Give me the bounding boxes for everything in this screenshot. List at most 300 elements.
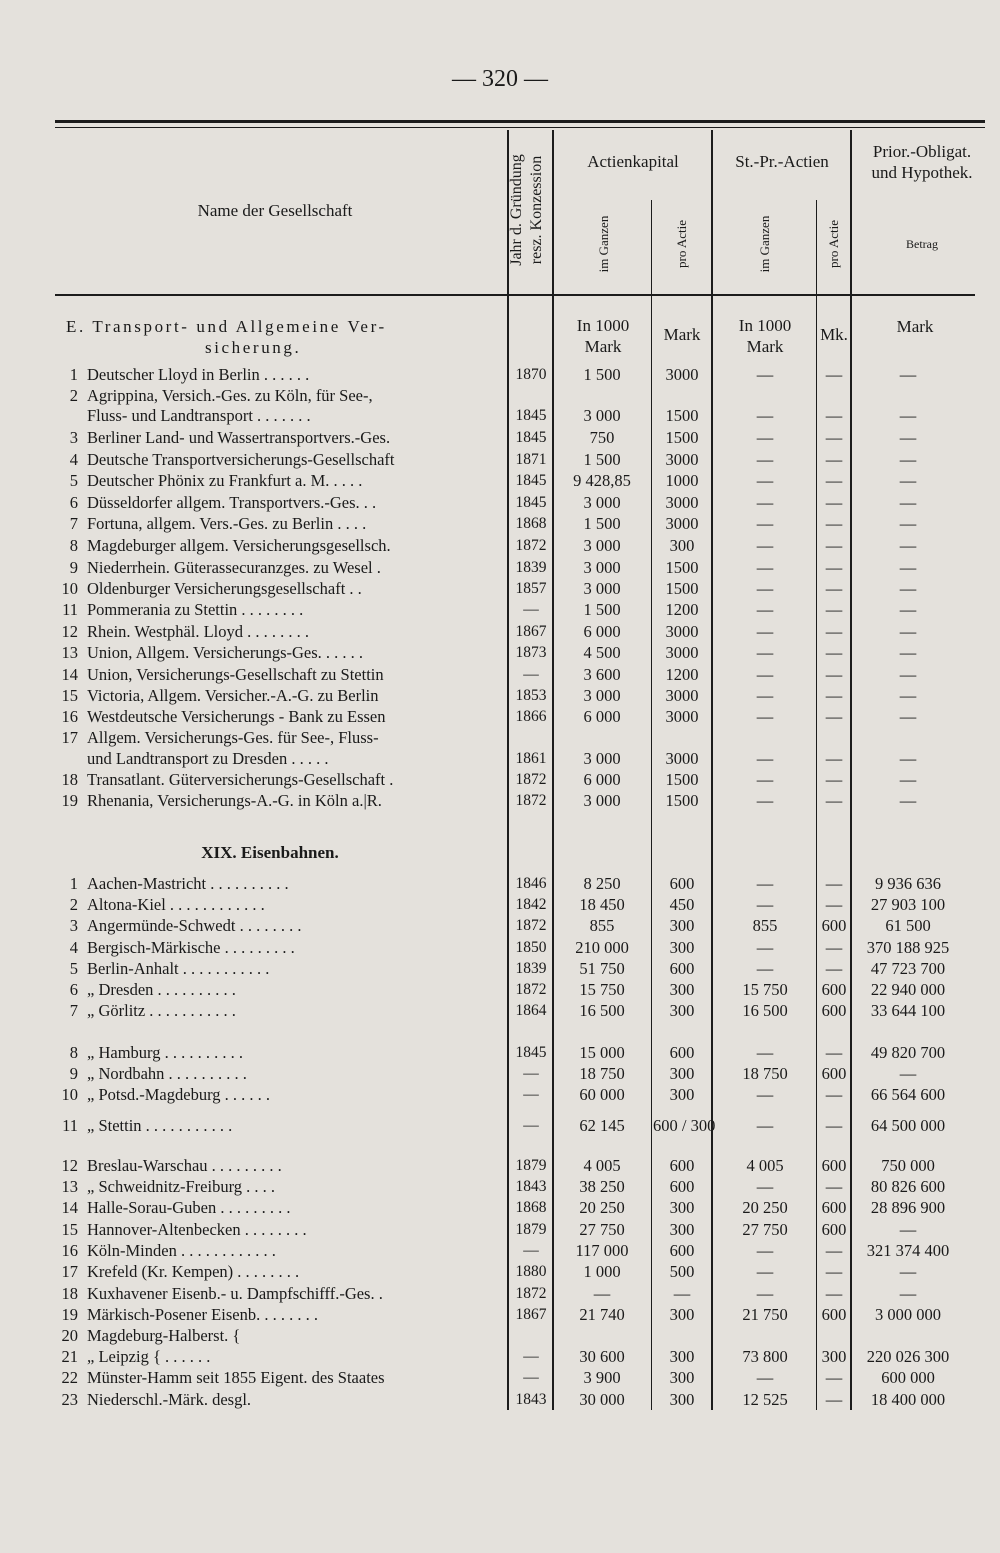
cell-name: „ Leipzig { . . . . . . bbox=[87, 1347, 211, 1366]
cell-n: 15 bbox=[61, 1220, 78, 1239]
cell-pa: 300 bbox=[669, 1064, 695, 1083]
table-row bbox=[0, 748, 1000, 769]
cell-pa: 500 bbox=[669, 1262, 695, 1281]
cell-sp: — bbox=[825, 1262, 843, 1281]
cell-n: 3 bbox=[69, 428, 78, 447]
cell-name: Berlin-Anhalt . . . . . . . . . . . bbox=[87, 959, 270, 978]
cell-name: Deutscher Lloyd in Berlin . . . . . . bbox=[87, 365, 310, 384]
cell-st: — bbox=[756, 895, 774, 914]
cell-pr: — bbox=[899, 406, 917, 425]
cell-st: 12 525 bbox=[742, 1390, 788, 1409]
cell-sp: — bbox=[825, 959, 843, 978]
cell-ak: 30 000 bbox=[579, 1390, 625, 1409]
cell-ak: 3 900 bbox=[583, 1368, 621, 1387]
cell-pr: 64 500 000 bbox=[870, 1116, 946, 1135]
cell-sp: — bbox=[825, 938, 843, 957]
cell-pr: 80 826 600 bbox=[870, 1177, 946, 1196]
cell-st: 20 250 bbox=[742, 1198, 788, 1217]
table-row bbox=[0, 1325, 1000, 1346]
table-row bbox=[0, 1197, 1000, 1218]
cell-n: 19 bbox=[61, 791, 78, 810]
cell-pa: 600 bbox=[669, 1156, 695, 1175]
cell-n: 6 bbox=[69, 493, 78, 512]
table-row bbox=[0, 937, 1000, 958]
header-st-pr-actien: St.-Pr.-Actien bbox=[735, 152, 829, 171]
cell-pr: 600 000 bbox=[881, 1368, 935, 1387]
cell-n: 13 bbox=[61, 643, 78, 662]
table-row bbox=[0, 894, 1000, 915]
header-ak-im-ganzen: im Ganzen bbox=[596, 215, 611, 273]
cell-name: Agrippina, Versich.-Ges. zu Köln, für See-, bbox=[87, 386, 373, 405]
cell-n: 15 bbox=[61, 686, 78, 705]
table-row bbox=[0, 1389, 1000, 1410]
cell-pa: 3000 bbox=[665, 686, 699, 705]
cell-n: 9 bbox=[69, 558, 78, 577]
cell-pr: 3 000 000 bbox=[875, 1305, 941, 1324]
cell-st: 18 750 bbox=[742, 1064, 788, 1083]
cell-pr: — bbox=[899, 536, 917, 555]
table-row bbox=[0, 1000, 1000, 1021]
cell-name: „ Nordbahn . . . . . . . . . . bbox=[87, 1064, 247, 1083]
top-rule-thick bbox=[55, 120, 985, 123]
table-row bbox=[0, 405, 1000, 426]
cell-name: „ Potsd.-Magdeburg . . . . . . bbox=[87, 1085, 271, 1104]
cell-st: — bbox=[756, 1116, 774, 1135]
cell-sp: — bbox=[825, 791, 843, 810]
cell-ak: 15 000 bbox=[579, 1043, 625, 1062]
cell-yr: 1845 bbox=[515, 1044, 547, 1061]
cell-name: „ Hamburg . . . . . . . . . . bbox=[87, 1043, 243, 1062]
cell-ak: 20 250 bbox=[579, 1198, 625, 1217]
cell-pr: — bbox=[899, 749, 917, 768]
cell-pa: — bbox=[673, 1284, 691, 1303]
cell-n: 7 bbox=[69, 514, 78, 533]
table-row bbox=[0, 1261, 1000, 1282]
cell-sp: 300 bbox=[821, 1347, 847, 1366]
cell-pr: — bbox=[899, 514, 917, 533]
cell-sp: 600 bbox=[821, 1220, 847, 1239]
cell-pa: 3000 bbox=[665, 643, 699, 662]
cell-pa: 300 bbox=[669, 1198, 695, 1217]
cell-name: Victoria, Allgem. Versicher.-A.-G. zu Berlin bbox=[87, 686, 379, 705]
cell-sp: — bbox=[825, 665, 843, 684]
cell-yr: 1866 bbox=[515, 708, 547, 725]
cell-name: Köln-Minden . . . . . . . . . . . . bbox=[87, 1241, 276, 1260]
cell-st: 4 005 bbox=[746, 1156, 784, 1175]
cell-pr: 750 000 bbox=[881, 1156, 935, 1175]
header-jahr-line2: resz. Konzession bbox=[528, 155, 545, 265]
cell-st: 855 bbox=[752, 916, 778, 935]
cell-yr: 1843 bbox=[515, 1391, 547, 1408]
cell-n: 17 bbox=[61, 1262, 78, 1281]
cell-yr: — bbox=[523, 1242, 539, 1259]
table-row bbox=[0, 578, 1000, 599]
cell-pr: — bbox=[899, 450, 917, 469]
cell-n: 12 bbox=[61, 622, 78, 641]
cell-pa: 600 bbox=[669, 874, 695, 893]
table-row bbox=[0, 979, 1000, 1000]
cell-pa: 3000 bbox=[665, 749, 699, 768]
cell-pr: — bbox=[899, 1262, 917, 1281]
cell-sp: — bbox=[825, 1241, 843, 1260]
cell-st: — bbox=[756, 1368, 774, 1387]
cell-name: Altona-Kiel . . . . . . . . . . . . bbox=[87, 895, 265, 914]
table-row bbox=[0, 664, 1000, 685]
cell-n: 4 bbox=[69, 450, 78, 469]
cell-ak: 4 005 bbox=[583, 1156, 621, 1175]
cell-yr: — bbox=[523, 1348, 539, 1365]
cell-st: — bbox=[756, 665, 774, 684]
cell-sp: — bbox=[825, 1043, 843, 1062]
cell-n: 8 bbox=[69, 536, 78, 555]
cell-pr: — bbox=[899, 643, 917, 662]
cell-n: 13 bbox=[61, 1177, 78, 1196]
cell-pr: — bbox=[899, 1284, 917, 1303]
top-rule-thin bbox=[55, 127, 985, 128]
cell-pr: — bbox=[899, 579, 917, 598]
cell-pa: 300 bbox=[669, 536, 695, 555]
cell-yr: 1867 bbox=[515, 1306, 547, 1323]
cell-st: 21 750 bbox=[742, 1305, 788, 1324]
cell-yr: 1861 bbox=[515, 750, 547, 767]
cell-name: Niederrhein. Güterassecuranzges. zu Wesel . bbox=[87, 558, 381, 577]
cell-st: — bbox=[756, 643, 774, 662]
cell-n: 14 bbox=[61, 1198, 78, 1217]
cell-pa: 300 bbox=[669, 1368, 695, 1387]
cell-pr: 370 188 925 bbox=[866, 938, 950, 957]
cell-pa: 300 bbox=[669, 1220, 695, 1239]
cell-name: Union, Allgem. Versicherungs-Ges. . . . . . bbox=[87, 643, 364, 662]
cell-name: Magdeburger allgem. Versicherungsgesellsch. bbox=[87, 536, 391, 555]
cell-yr: 1872 bbox=[515, 537, 547, 554]
cell-name: Berliner Land- und Wassertransportvers.-Ges. bbox=[87, 428, 391, 447]
cell-pr: 22 940 000 bbox=[870, 980, 946, 999]
cell-ak: 1 500 bbox=[583, 600, 621, 619]
cell-sp: — bbox=[825, 895, 843, 914]
cell-st: — bbox=[756, 1241, 774, 1260]
cell-yr: 1868 bbox=[515, 1199, 547, 1216]
table-row bbox=[0, 427, 1000, 448]
table-row bbox=[0, 642, 1000, 663]
cell-name: Rhenania, Versicherungs-A.-G. in Köln a.|R. bbox=[87, 791, 382, 810]
cell-pr: — bbox=[899, 1064, 917, 1083]
cell-ak: 18 450 bbox=[579, 895, 625, 914]
cell-n: 22 bbox=[61, 1368, 78, 1387]
cell-st: — bbox=[756, 938, 774, 957]
cell-st: — bbox=[756, 471, 774, 490]
cell-sp: — bbox=[825, 1085, 843, 1104]
cell-name: Rhein. Westphäl. Lloyd . . . . . . . . bbox=[87, 622, 310, 641]
cell-ak: 30 600 bbox=[579, 1347, 625, 1366]
cell-yr: 1839 bbox=[515, 960, 547, 977]
cell-ak: 15 750 bbox=[579, 980, 625, 999]
cell-st: — bbox=[756, 514, 774, 533]
cell-sp: — bbox=[825, 514, 843, 533]
table-row bbox=[0, 492, 1000, 513]
cell-pa: 600 bbox=[669, 1177, 695, 1196]
cell-n: 6 bbox=[69, 980, 78, 999]
cell-ak: 1 000 bbox=[583, 1262, 621, 1281]
cell-sp: 600 bbox=[821, 1064, 847, 1083]
cell-yr: 1857 bbox=[515, 580, 547, 597]
cell-st: — bbox=[756, 365, 774, 384]
cell-n: 18 bbox=[61, 1284, 78, 1303]
section-e-title-2: sicherung. bbox=[205, 338, 302, 357]
cell-pr: — bbox=[899, 471, 917, 490]
cell-st: — bbox=[756, 600, 774, 619]
cell-yr: 1846 bbox=[515, 875, 547, 892]
cell-pa: 300 bbox=[669, 1390, 695, 1409]
cell-ak: 3 000 bbox=[583, 493, 621, 512]
header-name: Name der Gesellschaft bbox=[197, 201, 353, 220]
cell-ak: 18 750 bbox=[579, 1064, 625, 1083]
cell-pr: 61 500 bbox=[885, 916, 931, 935]
cell-ak: 6 000 bbox=[583, 770, 621, 789]
table-row bbox=[0, 790, 1000, 811]
table-row bbox=[0, 727, 1000, 748]
cell-sp: — bbox=[825, 643, 843, 662]
cell-pa: 1500 bbox=[665, 791, 699, 810]
cell-name: Union, Versicherungs-Gesellschaft zu Stettin bbox=[87, 665, 384, 684]
cell-n: 7 bbox=[69, 1001, 78, 1020]
cell-name: Deutsche Transportversicherungs-Gesellschaft bbox=[87, 450, 395, 469]
cell-yr: — bbox=[523, 1369, 539, 1386]
table-row bbox=[0, 958, 1000, 979]
cell-pr: — bbox=[899, 686, 917, 705]
header-betrag: Betrag bbox=[906, 237, 938, 251]
cell-st: — bbox=[756, 493, 774, 512]
table-row bbox=[0, 1346, 1000, 1367]
header-actienkapital: Actienkapital bbox=[587, 152, 679, 171]
cell-name: Märkisch-Posener Eisenb. . . . . . . . bbox=[87, 1305, 318, 1324]
cell-sp: — bbox=[825, 471, 843, 490]
cell-st: 16 500 bbox=[742, 1001, 788, 1020]
table-row bbox=[0, 449, 1000, 470]
table-row bbox=[0, 470, 1000, 491]
table-row bbox=[0, 769, 1000, 790]
cell-yr: 1864 bbox=[515, 1002, 547, 1019]
cell-ak: 3 000 bbox=[583, 406, 621, 425]
cell-yr: 1872 bbox=[515, 981, 547, 998]
cell-pr: 28 896 900 bbox=[870, 1198, 946, 1217]
cell-st: — bbox=[756, 874, 774, 893]
cell-n: 23 bbox=[61, 1390, 78, 1409]
cell-ak: — bbox=[593, 1284, 611, 1303]
cell-yr: — bbox=[523, 1117, 539, 1134]
cell-st: — bbox=[756, 1284, 774, 1303]
cell-sp: — bbox=[825, 428, 843, 447]
table-row bbox=[0, 599, 1000, 620]
cell-name: Düsseldorfer allgem. Transportvers.-Ges. . . bbox=[87, 493, 377, 512]
cell-yr: 1872 bbox=[515, 1285, 547, 1302]
cell-pr: 49 820 700 bbox=[870, 1043, 946, 1062]
cell-name: „ Schweidnitz-Freiburg . . . . bbox=[87, 1177, 276, 1196]
cell-yr: 1842 bbox=[515, 896, 547, 913]
cell-pa: 600 / 300 bbox=[653, 1116, 716, 1135]
cell-sp: — bbox=[825, 406, 843, 425]
cell-sp: — bbox=[825, 1368, 843, 1387]
cell-pa: 3000 bbox=[665, 365, 699, 384]
cell-name: Bergisch-Märkische . . . . . . . . . bbox=[87, 938, 295, 957]
cell-name: Fluss- und Landtransport . . . . . . . bbox=[87, 406, 311, 425]
cell-n: 10 bbox=[61, 579, 78, 598]
cell-n: 1 bbox=[69, 874, 78, 893]
cell-name: Magdeburg-Halberst. { bbox=[87, 1326, 241, 1345]
table-row bbox=[0, 621, 1000, 642]
cell-name: Angermünde-Schwedt . . . . . . . . bbox=[87, 916, 302, 935]
cell-ak: 3 000 bbox=[583, 558, 621, 577]
cell-st: — bbox=[756, 428, 774, 447]
cell-pr: — bbox=[899, 707, 917, 726]
cell-n: 18 bbox=[61, 770, 78, 789]
cell-ak: 16 500 bbox=[579, 1001, 625, 1020]
table-row bbox=[0, 1084, 1000, 1105]
cell-n: 5 bbox=[69, 959, 78, 978]
cell-ak: 38 250 bbox=[579, 1177, 625, 1196]
table-row bbox=[0, 1240, 1000, 1261]
table-row bbox=[0, 1304, 1000, 1325]
section-xix-title: XIX. Eisenbahnen. bbox=[201, 843, 339, 862]
cell-st: — bbox=[756, 791, 774, 810]
page-number: — 320 — bbox=[452, 66, 548, 92]
cell-yr: 1872 bbox=[515, 792, 547, 809]
cell-n: 4 bbox=[69, 938, 78, 957]
cell-st: 73 800 bbox=[742, 1347, 788, 1366]
cell-ak: 210 000 bbox=[575, 938, 629, 957]
cell-ak: 62 145 bbox=[579, 1116, 625, 1135]
table-row bbox=[0, 1283, 1000, 1304]
cell-ak: 3 000 bbox=[583, 686, 621, 705]
table-row bbox=[0, 873, 1000, 894]
cell-sp: 600 bbox=[821, 1156, 847, 1175]
cell-ak: 3 000 bbox=[583, 749, 621, 768]
cell-pr: — bbox=[899, 600, 917, 619]
cell-st: — bbox=[756, 558, 774, 577]
cell-yr: 1843 bbox=[515, 1178, 547, 1195]
cell-sp: 600 bbox=[821, 1001, 847, 1020]
cell-sp: 600 bbox=[821, 916, 847, 935]
cell-name: und Landtransport zu Dresden . . . . . bbox=[87, 749, 329, 768]
cell-ak: 3 000 bbox=[583, 791, 621, 810]
cell-ak: 3 000 bbox=[583, 579, 621, 598]
cell-n: 2 bbox=[69, 895, 78, 914]
cell-yr: 1868 bbox=[515, 515, 547, 532]
cell-n: 5 bbox=[69, 471, 78, 490]
cell-st: — bbox=[756, 450, 774, 469]
cell-pr: — bbox=[899, 791, 917, 810]
cell-ak: 6 000 bbox=[583, 622, 621, 641]
cell-yr: 1850 bbox=[515, 939, 547, 956]
cell-pr: — bbox=[899, 770, 917, 789]
table-row bbox=[0, 685, 1000, 706]
cell-n: 8 bbox=[69, 1043, 78, 1062]
cell-pa: 300 bbox=[669, 1347, 695, 1366]
cell-ak: 9 428,85 bbox=[573, 471, 631, 490]
cell-st: — bbox=[756, 1177, 774, 1196]
cell-st: — bbox=[756, 579, 774, 598]
cell-st: — bbox=[756, 622, 774, 641]
cell-ak: 60 000 bbox=[579, 1085, 625, 1104]
cell-sp: — bbox=[825, 579, 843, 598]
cell-pa: 300 bbox=[669, 980, 695, 999]
cell-ak: 117 000 bbox=[575, 1241, 629, 1260]
header-rule bbox=[55, 294, 975, 296]
cell-pa: 1500 bbox=[665, 770, 699, 789]
cell-name: Oldenburger Versicherungsgesellschaft . . bbox=[87, 579, 362, 598]
cell-n: 1 bbox=[69, 365, 78, 384]
cell-n: 10 bbox=[61, 1085, 78, 1104]
cell-pa: 1500 bbox=[665, 406, 699, 425]
table-row bbox=[0, 385, 1000, 406]
cell-yr: 1845 bbox=[515, 429, 547, 446]
cell-name: Münster-Hamm seit 1855 Eigent. des Staates bbox=[87, 1368, 385, 1387]
cell-sp: — bbox=[825, 1284, 843, 1303]
cell-pa: 3000 bbox=[665, 707, 699, 726]
cell-pa: 1000 bbox=[665, 471, 699, 490]
cell-yr: 1839 bbox=[515, 559, 547, 576]
cell-name: Kuxhavener Eisenb.- u. Dampfschifff.-Ges. . bbox=[87, 1284, 383, 1303]
cell-n: 11 bbox=[62, 1116, 78, 1135]
cell-ak: 4 500 bbox=[583, 643, 621, 662]
cell-st: 15 750 bbox=[742, 980, 788, 999]
cell-st: — bbox=[756, 770, 774, 789]
cell-pa: 600 bbox=[669, 1241, 695, 1260]
cell-pr: — bbox=[899, 558, 917, 577]
table-row bbox=[0, 1176, 1000, 1197]
header-jahr-line1: Jahr d. Gründung bbox=[508, 154, 525, 266]
cell-st: — bbox=[756, 406, 774, 425]
cell-n: 16 bbox=[61, 1241, 78, 1260]
cell-yr: 1872 bbox=[515, 917, 547, 934]
cell-pa: 1500 bbox=[665, 558, 699, 577]
cell-n: 14 bbox=[61, 665, 78, 684]
header-ak-pro-actie: pro Actie bbox=[674, 220, 689, 269]
cell-sp: — bbox=[825, 558, 843, 577]
cell-yr: — bbox=[523, 1065, 539, 1082]
cell-pa: 300 bbox=[669, 1085, 695, 1104]
cell-n: 12 bbox=[61, 1156, 78, 1175]
cell-sp: — bbox=[825, 1390, 843, 1409]
cell-ak: 855 bbox=[589, 916, 615, 935]
cell-name: Transatlant. Güterversicherungs-Gesellschaft . bbox=[87, 770, 394, 789]
cell-name: Krefeld (Kr. Kempen) . . . . . . . . bbox=[87, 1262, 300, 1281]
cell-pa: 450 bbox=[669, 895, 695, 914]
cell-yr: 1867 bbox=[515, 623, 547, 640]
cell-n: 3 bbox=[69, 916, 78, 935]
cell-st: — bbox=[756, 749, 774, 768]
cell-sp: — bbox=[825, 493, 843, 512]
table-row bbox=[0, 513, 1000, 534]
cell-yr: — bbox=[523, 666, 539, 683]
cell-n: 11 bbox=[62, 600, 78, 619]
cell-name: Westdeutsche Versicherungs - Bank zu Essen bbox=[87, 707, 386, 726]
cell-ak: 1 500 bbox=[583, 365, 621, 384]
cell-ak: 6 000 bbox=[583, 707, 621, 726]
cell-sp: 600 bbox=[821, 1198, 847, 1217]
cell-ak: 750 bbox=[589, 428, 615, 447]
cell-n: 16 bbox=[61, 707, 78, 726]
cell-ak: 1 500 bbox=[583, 450, 621, 469]
table-row bbox=[0, 1219, 1000, 1240]
section-e-unit-st-pro: Mk. bbox=[820, 325, 848, 344]
cell-ak: 21 740 bbox=[579, 1305, 625, 1324]
section-e-unit-st: In 1000 Mark bbox=[738, 316, 792, 356]
cell-pr: — bbox=[899, 428, 917, 447]
cell-pr: — bbox=[899, 665, 917, 684]
table-row bbox=[0, 364, 1000, 385]
table-row bbox=[0, 706, 1000, 727]
cell-name: Pommerania zu Stettin . . . . . . . . bbox=[87, 600, 304, 619]
